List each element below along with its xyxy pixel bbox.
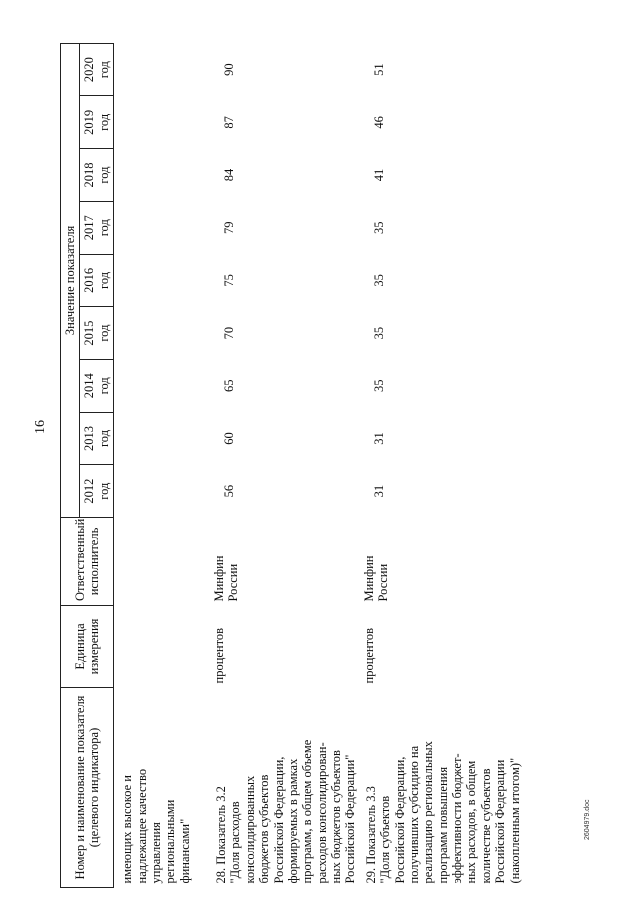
indicator-responsible: Минфин России [361, 555, 391, 602]
indicator-value: 46 [371, 116, 386, 129]
header-values-group: Значение показателя [61, 43, 80, 517]
header-year: 2018 год [80, 149, 114, 202]
indicator-value: 79 [222, 221, 236, 234]
indicator-value: 35 [371, 274, 386, 287]
indicator-unit: процентов [212, 627, 226, 684]
header-name-column: Номер и наименование показателя (целевого индикатора) [61, 688, 114, 888]
header-unit-column: Единица измерения [61, 606, 114, 688]
header-year: 2015 год [80, 307, 114, 360]
page-number: 16 [33, 420, 48, 434]
table-row [210, 43, 360, 887]
header-responsible-column: Ответственный исполнитель [61, 518, 114, 606]
header-year: 2019 год [80, 96, 114, 149]
header-year: 2020 год [80, 43, 114, 96]
indicator-responsible [114, 518, 210, 606]
indicator-unit [114, 606, 210, 688]
indicator-value: 87 [222, 116, 236, 129]
indicator-value: 51 [371, 63, 386, 76]
table-header [61, 43, 114, 887]
header-year: 2017 год [80, 201, 114, 254]
header-year: 2014 год [80, 359, 114, 412]
indicator-responsible: Минфин России [212, 555, 241, 602]
indicator-value: 31 [371, 484, 386, 498]
indicator-value: 70 [222, 326, 236, 340]
indicator-values-empty [114, 43, 210, 517]
table-row [114, 43, 210, 887]
indicator-value: 31 [371, 432, 386, 445]
indicator-value: 65 [222, 379, 236, 393]
indicator-value: 90 [222, 63, 236, 76]
indicators-table-container [60, 43, 605, 888]
indicator-unit: процентов [361, 627, 376, 684]
indicator-value: 35 [371, 221, 386, 234]
header-year: 2013 год [80, 412, 114, 465]
indicator-name: имеющих высокое и надлежащее качество управления региональными финансами" [120, 768, 192, 884]
indicator-value: 75 [222, 274, 236, 287]
document-code: 2604979.doc [584, 799, 591, 840]
header-year: 2012 год [80, 465, 114, 518]
indicator-name: 29. Показатель 3.3 "Доля субъектов Российской Федерации, получивших субсидию на реализацию региональных программ повышения эффективности бюджет- ных расходов, в общем количестве субъектов Российской Федерации (накопленным итогом)" [363, 741, 522, 884]
table-body [114, 43, 524, 887]
indicator-value: 41 [371, 168, 386, 182]
header-year: 2016 год [80, 254, 114, 307]
indicator-value: 35 [371, 379, 386, 393]
indicators-table [60, 43, 524, 888]
indicator-name: 28. Показатель 3.2 "Доля расходов консолидированных бюджетов субъектов Российской Федерации, формируемых в рамках программ, в общем объеме расходов консолидирован- ных бюджетов субъектов Российской Федерации" [214, 739, 358, 884]
indicator-value: 56 [222, 484, 236, 498]
indicator-value: 35 [371, 326, 386, 340]
indicator-value: 84 [222, 168, 236, 182]
table-row [360, 43, 524, 887]
indicator-value: 60 [222, 432, 236, 445]
